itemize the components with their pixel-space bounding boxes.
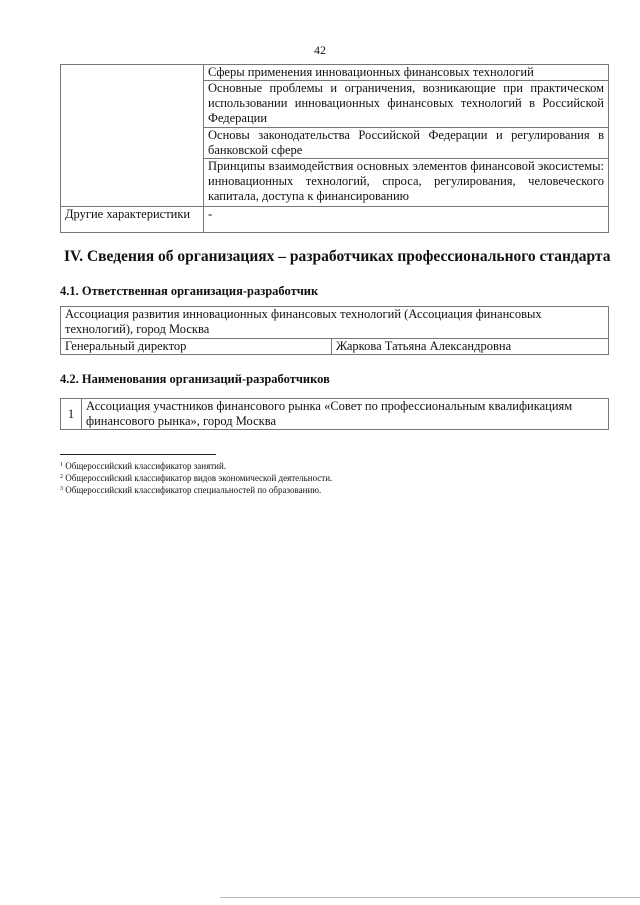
footnote-mark: 2 bbox=[60, 474, 63, 480]
table-cell-text: Основные проблемы и ограничения, возникающие при практическом использовании инновационных финансовых технологий в Российской Федерации bbox=[204, 81, 609, 128]
footnote-item bbox=[60, 460, 332, 472]
footnote-item bbox=[60, 484, 332, 496]
footnote-text: Общероссийский классификатор видов экономической деятельности. bbox=[65, 473, 333, 483]
org-name-cell: Ассоциация участников финансового рынка «Совет по профессиональным квалификациям финансового рынка», город Москва bbox=[82, 399, 609, 430]
responsible-org-heading: 4.1. Ответственная организация-разработчик bbox=[60, 284, 319, 298]
footnote-item bbox=[60, 472, 332, 484]
footnote-mark: 3 bbox=[60, 486, 63, 492]
org-number-cell: 1 bbox=[61, 399, 82, 430]
table-row bbox=[61, 399, 609, 430]
table-cell-label bbox=[61, 65, 204, 207]
section-title: IV. Сведения об организациях – разработчиках профессионального стандарта bbox=[64, 248, 611, 265]
table-row bbox=[61, 207, 609, 233]
footnote-text: Общероссийский классификатор специальностей по образованию. bbox=[65, 485, 322, 495]
responsible-org-table bbox=[60, 306, 609, 355]
person-cell: Жаркова Татьяна Александровна bbox=[332, 339, 609, 355]
table-cell-text: Принципы взаимодействия основных элементов финансовой экосистемы: инновационных технологий, спроса, регулирования, человеческого капитала, доступа к финансированию bbox=[204, 159, 609, 207]
table-row bbox=[61, 65, 609, 81]
table-cell-text: Сферы применения инновационных финансовых технологий bbox=[204, 65, 609, 81]
page-bottom-edge bbox=[220, 897, 640, 898]
developer-orgs-table bbox=[60, 398, 609, 430]
table-row bbox=[61, 307, 609, 339]
footnote-text: Общероссийский классификатор занятий. bbox=[65, 461, 227, 471]
table-row bbox=[61, 339, 609, 355]
page-number: 42 bbox=[314, 43, 326, 57]
footnote-mark: 1 bbox=[60, 462, 63, 468]
table-cell-label: Другие характеристики bbox=[61, 207, 204, 233]
table-cell-text: Основы законодательства Российской Федерации и регулирования в банковской сфере bbox=[204, 128, 609, 159]
footnote-divider bbox=[60, 454, 216, 455]
footnotes bbox=[60, 460, 332, 496]
org-name-cell: Ассоциация развития инновационных финансовых технологий (Ассоциация финансовых технологий), город Москва bbox=[61, 307, 609, 339]
table-cell-text: - bbox=[204, 207, 609, 233]
position-cell: Генеральный директор bbox=[61, 339, 332, 355]
developer-orgs-heading: 4.2. Наименования организаций-разработчиков bbox=[60, 372, 330, 386]
knowledge-table bbox=[60, 64, 609, 233]
